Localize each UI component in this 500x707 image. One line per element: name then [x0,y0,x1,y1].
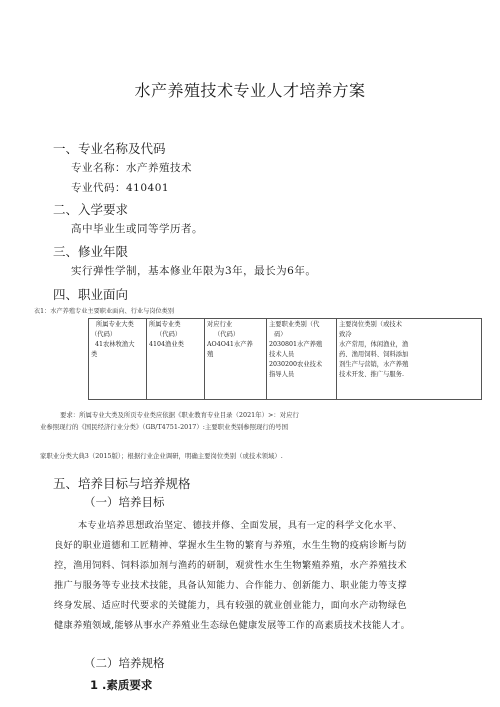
table-note-line-2: 业参照现行的《国民经济行业分类》（GB/T4751-2017）:主要职业类别参照现行的号国 [40,423,288,431]
objective-paragraph-line-2: 良好的职业道德和工匠精神、掌握水生生物的繁育与养殖，水生生物的疫病诊断与防 [54,540,407,551]
table-cell-position: 主要岗位类别（或技术 致冷 水产常用，体闲渔业，渔 药、渔用饲料、饲料添加 剂生产与营销，水产养殖 技术开发、推广与服务. [337,319,482,400]
admission-requirement: 高中毕业生或同等学历者。 [71,223,203,235]
section-heading-3: 三、修业年限 [53,244,129,259]
major-name: 专业名称：水产养殖技术 [71,162,192,174]
section-heading-4: 四、职业面向 [53,287,129,302]
career-table [88,318,482,400]
subheading-quality-requirements: 1 .素质要求 [90,678,153,692]
major-code: 专业代码：410401 [71,182,170,194]
objective-paragraph-line-1: 本专业培养思想政治坚定、德技并修、全面发展，具有一定的科学文化水平、 [78,520,403,531]
page-title: 水产养殖技术专业人才培养方案 [134,81,366,100]
table-row [89,319,482,400]
table-caption: 衣1：水产养殖专业主要职业面向、行业与岗位类别 [34,308,175,315]
section-heading-5: 五、培养目标与培养规格 [53,476,191,491]
objective-paragraph-line-4: 推广与服务等专业技术技能，具备认知能力、合作能力、创新能力、职业能力等支撑 [54,580,407,591]
section-heading-1: 一、专业名称及代码 [53,141,166,156]
objective-paragraph-line-5: 终身发展、适应时代要求的关键能力，具有较强的就业创业能力，面向水产动物绿色 [54,600,407,611]
study-duration: 实行弹性学制，基本修业年限为3年，最长为6年。 [71,265,317,277]
table-cell-major-category: 所属专业大类 （代码） 41农林牧渔大 类 [89,319,147,400]
objective-paragraph-line-3: 控，渔用饲料、饲料添加剂与渔药的研制，观赏性水生生物繁殖养殖，水产养殖技术 [54,560,407,571]
table-cell-industry: 对应行业 （代码） AO4O41水产养 殖 [205,319,267,400]
table-note-line-3: 家职业分类大典3（2015版）；根据行业企业调研，明确主要岗位类别（或技术领域）. [40,452,283,460]
subheading-specification: （二）培养规格 [84,656,165,670]
table-cell-occupation: 主要职业类别（代 码） 2030801水产养殖 技术人员 2030200农业技术 指导人员 [267,319,337,400]
table-cell-major-class: 所属专业类 （代码） 4104渔业类 [147,319,205,400]
objective-paragraph-line-6: 健康养殖领域,能够从事水产养殖业生态绿色健康发展等工作的高素质技术技能人才。 [54,620,411,631]
section-heading-2: 二、入学要求 [53,202,129,217]
subheading-objective: （一）培养目标 [84,495,165,509]
table-note-line-1: 要求：所属专业大类及所页专业类应依据《职业教育专业目录（2021年）>：对应行 [60,411,299,419]
